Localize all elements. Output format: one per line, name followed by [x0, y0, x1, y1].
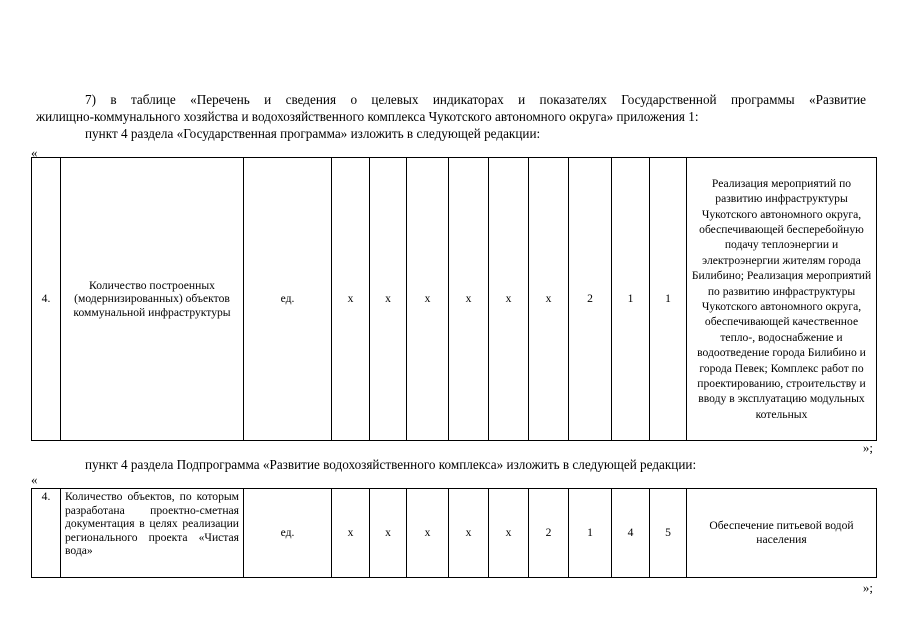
value-cell: х	[370, 489, 407, 578]
close-quote-2: »;	[862, 580, 873, 595]
open-quote-2: «	[31, 472, 38, 487]
row-number: 4.	[32, 158, 61, 441]
paragraph-intro-line1: 7) в таблице «Перечень и сведения о целевых индикаторах и показателях Государственной программы «Развитие	[85, 92, 866, 107]
value-cell: х	[489, 158, 529, 441]
close-quote-1: »;	[862, 440, 873, 455]
value-cell: 1	[569, 489, 612, 578]
value-cell: х	[529, 158, 569, 441]
value-cell: х	[332, 489, 370, 578]
value-cell: 2	[529, 489, 569, 578]
value-cell: х	[407, 158, 449, 441]
indicator-table-1	[31, 157, 877, 441]
open-quote-1: «	[31, 145, 38, 160]
comment-cell: Обеспечение питьевой водой населения	[687, 489, 877, 578]
indicator-table-2	[31, 488, 877, 578]
value-cell: 4	[612, 489, 650, 578]
paragraph-intro-line2: жилищно-коммунального хозяйства и водохозяйственного комплекса Чукотского автономного округа» приложения 1:	[36, 109, 699, 124]
value-cell: х	[449, 158, 489, 441]
value-cell: х	[332, 158, 370, 441]
comment-cell: Реализация мероприятий по развитию инфраструктуры Чукотского автономного округа, обеспечивающей бесперебойную подачу теплоэнергии и электроэнергии жителям города Билибино; Реализация мероприятий по развитию инфраструктуры Чукотского автономного округа, обеспечивающей качественное тепло-, водоснабжение и водоотведение города Билибино и города Певек; Комплекс работ по проектированию, строительству и вводу в эксплуатацию модульных котельных	[687, 158, 877, 441]
value-cell: х	[407, 489, 449, 578]
unit-cell: ед.	[244, 158, 332, 441]
value-cell: х	[489, 489, 529, 578]
value-cell: х	[370, 158, 407, 441]
paragraph-state-program: пункт 4 раздела «Государственная программа» изложить в следующей редакции:	[85, 126, 541, 141]
row-number: 4.	[32, 489, 61, 578]
table-row	[32, 158, 877, 441]
unit-cell: ед.	[244, 489, 332, 578]
table-row	[32, 489, 877, 578]
indicator-name: Количество объектов, по которым разработана проектно-сметная документация в целях реализации регионального проекта «Чистая вода»	[61, 489, 244, 578]
indicator-name: Количество построенных (модернизированных) объектов коммунальной инфраструктуры	[61, 158, 244, 441]
value-cell: х	[449, 489, 489, 578]
value-cell: 1	[650, 158, 687, 441]
value-cell: 1	[612, 158, 650, 441]
paragraph-intro	[36, 91, 866, 125]
value-cell: 5	[650, 489, 687, 578]
value-cell: 2	[569, 158, 612, 441]
paragraph-subprogram: пункт 4 раздела Подпрограмма «Развитие водохозяйственного комплекса» изложить в следующей редакции:	[85, 457, 697, 472]
